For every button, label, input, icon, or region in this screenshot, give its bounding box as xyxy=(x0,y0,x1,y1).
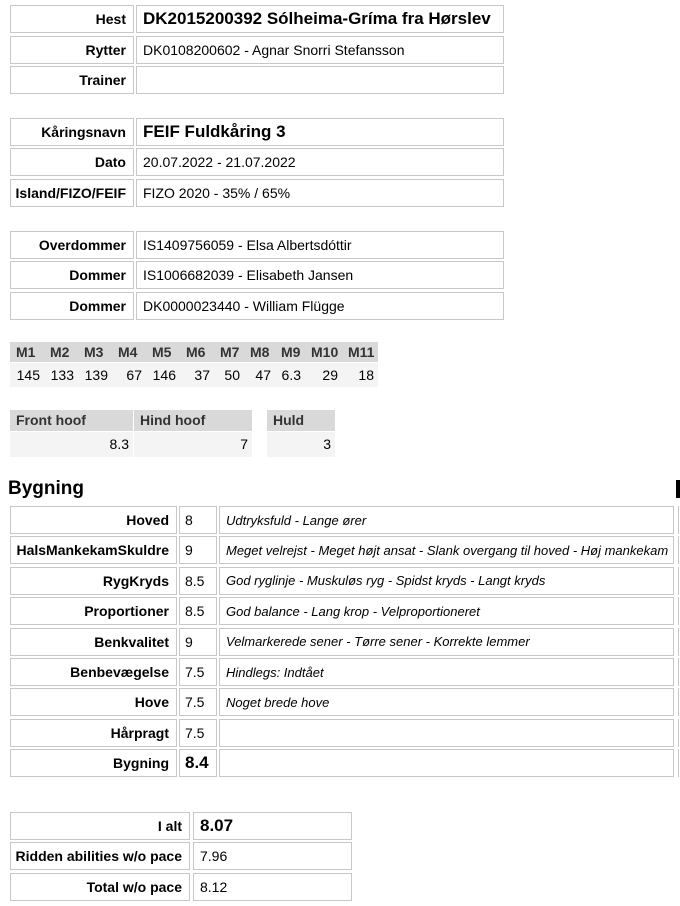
measurement-value: 146 xyxy=(146,363,180,387)
show-info-label: Dato xyxy=(10,148,134,176)
judge-label: Overdommer xyxy=(10,231,134,259)
show-info-label: Kåringsnavn xyxy=(10,118,134,146)
front-hoof-header: Front hoof xyxy=(10,410,133,431)
total-value: 7.96 xyxy=(193,842,352,870)
judge-label: Dommer xyxy=(10,261,134,289)
bygning-comment xyxy=(219,719,674,747)
hind-hoof-value: 7 xyxy=(134,432,252,457)
measurement-header: M6 xyxy=(180,342,214,362)
measurement-header: M1 xyxy=(10,342,44,362)
judge-value: DK0000023440 - William Flügge xyxy=(136,292,504,320)
bygning-score: 7.5 xyxy=(179,719,217,747)
bygning-label: Benkvalitet xyxy=(10,628,177,656)
total-label: I alt xyxy=(10,812,190,840)
measurement-value: 6.3 xyxy=(275,363,305,387)
bygning-comment: Velmarkerede sener - Tørre sener - Korrekte lemmer xyxy=(219,628,674,656)
measurement-value: 29 xyxy=(305,363,342,387)
total-label: Total w/o pace xyxy=(10,873,190,901)
bygning-score: 7.5 xyxy=(179,658,217,686)
huld-header: Huld xyxy=(267,410,335,431)
judge-value: IS1006682039 - Elisabeth Jansen xyxy=(136,261,504,289)
front-hoof-value: 8.3 xyxy=(10,432,133,457)
measurement-value: 37 xyxy=(180,363,214,387)
measurement-value: 145 xyxy=(10,363,44,387)
bygning-score: 8.5 xyxy=(179,567,217,595)
measurement-header: M3 xyxy=(78,342,112,362)
total-value: 8.07 xyxy=(193,812,352,840)
measurement-value: 50 xyxy=(214,363,244,387)
measurement-header: M2 xyxy=(44,342,78,362)
horse-info-value: DK0108200602 - Agnar Snorri Stefansson xyxy=(136,36,504,64)
bygning-label: Hårpragt xyxy=(10,719,177,747)
bygning-comment: Meget velrejst - Meget højt ansat - Slank overgang til hoved - Høj mankekam xyxy=(219,536,674,564)
bygning-comment: Noget brede hove xyxy=(219,688,674,716)
bygning-heading: Bygning xyxy=(8,478,84,499)
bygning-comment: God balance - Lang krop - Velproportioneret xyxy=(219,597,674,625)
measurement-value: 133 xyxy=(44,363,78,387)
measurement-value: 67 xyxy=(112,363,146,387)
show-info-value: FIZO 2020 - 35% / 65% xyxy=(136,179,504,207)
bygning-score: 9 xyxy=(179,628,217,656)
hind-hoof-header: Hind hoof xyxy=(134,410,252,431)
show-info-label: Island/FIZO/FEIF xyxy=(10,179,134,207)
show-info-value: 20.07.2022 - 21.07.2022 xyxy=(136,148,504,176)
measurement-header: M8 xyxy=(244,342,275,362)
show-info-value: FEIF Fuldkåring 3 xyxy=(136,118,504,146)
bygning-score: 8 xyxy=(179,506,217,534)
bygning-comment xyxy=(219,749,674,777)
horse-info-value: DK2015200392 Sólheima-Gríma fra Hørslev xyxy=(136,5,504,33)
measurement-header: M7 xyxy=(214,342,244,362)
measurement-header: M11 xyxy=(342,342,378,362)
measurement-header: M10 xyxy=(305,342,342,362)
measurement-header: M4 xyxy=(112,342,146,362)
horse-info-label: Rytter xyxy=(10,36,134,64)
huld-value: 3 xyxy=(267,432,335,457)
judge-value: IS1409756059 - Elsa Albertsdóttir xyxy=(136,231,504,259)
bygning-comment: God ryglinje - Muskuløs ryg - Spidst kryds - Langt kryds xyxy=(219,567,674,595)
measurement-value: 139 xyxy=(78,363,112,387)
horse-info-value xyxy=(136,66,504,94)
bygning-label: Hoved xyxy=(10,506,177,534)
bygning-label: Bygning xyxy=(10,749,177,777)
bygning-label: Proportioner xyxy=(10,597,177,625)
bygning-label: Benbevægelse xyxy=(10,658,177,686)
judge-label: Dommer xyxy=(10,292,134,320)
horse-info-label: Trainer xyxy=(10,66,134,94)
bygning-score: 8.4 xyxy=(179,749,217,777)
bygning-label: HalsMankekamSkuldre xyxy=(10,536,177,564)
right-edge-glyph xyxy=(676,480,680,498)
bygning-comment: Udtryksfuld - Lange ører xyxy=(219,506,674,534)
measurement-value: 18 xyxy=(342,363,378,387)
measurement-header: M9 xyxy=(275,342,305,362)
measurement-header: M5 xyxy=(146,342,180,362)
bygning-score: 7.5 xyxy=(179,688,217,716)
bygning-comment: Hindlegs: Indtået xyxy=(219,658,674,686)
total-label: Ridden abilities w/o pace xyxy=(10,842,190,870)
measurement-value: 47 xyxy=(244,363,275,387)
horse-info-label: Hest xyxy=(10,5,134,33)
bygning-label: Hove xyxy=(10,688,177,716)
bygning-score: 9 xyxy=(179,536,217,564)
bygning-label: RygKryds xyxy=(10,567,177,595)
total-value: 8.12 xyxy=(193,873,352,901)
bygning-score: 8.5 xyxy=(179,597,217,625)
